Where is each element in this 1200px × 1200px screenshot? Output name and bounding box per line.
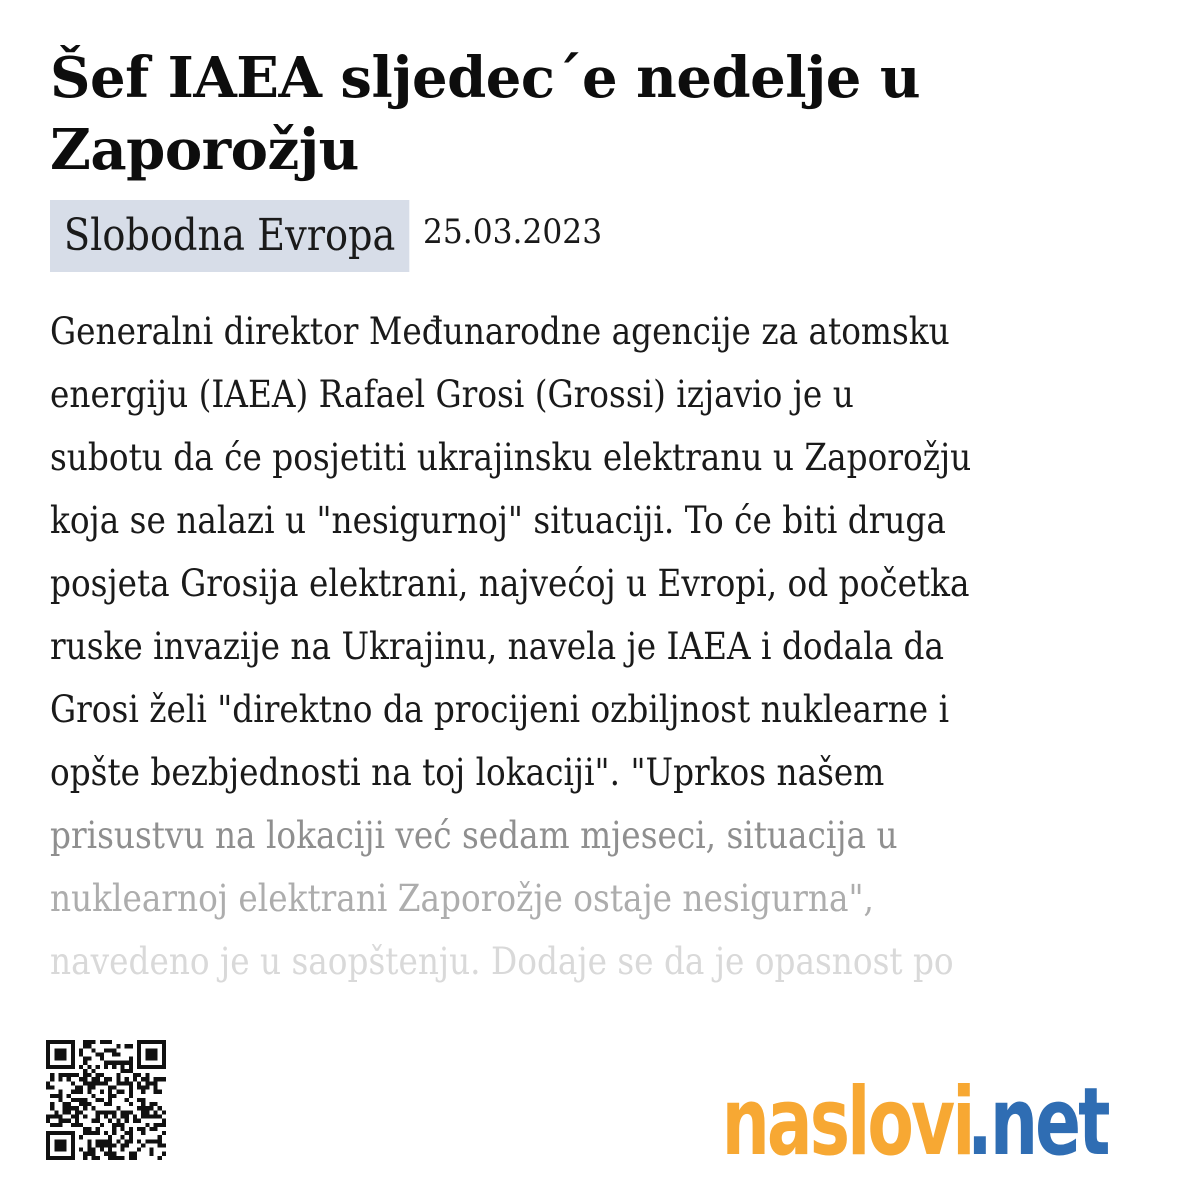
body-line-faded: navedeno je u saopštenju. Dodaje se da je opasnost po xyxy=(50,940,954,983)
body-line: Generalni direktor Međunarodne agencije za atomsku xyxy=(50,310,950,353)
body-line-faded: prisustvu na lokaciji već sedam mjeseci, situacija u xyxy=(50,814,898,857)
body-line: posjeta Grosija elektrani, najvećoj u Evropi, od početka xyxy=(50,562,970,605)
body-line: Grosi želi "direktno da procijeni ozbiljnost nuklearne i xyxy=(50,688,950,731)
source-badge[interactable]: Slobodna Evropa xyxy=(50,200,409,272)
article-meta xyxy=(50,200,1160,272)
article-title: Šef IAEA sljedec´e nedelje u Zaporožju xyxy=(50,45,921,183)
article-card xyxy=(50,42,1160,1000)
naslovi-logo[interactable] xyxy=(624,1060,1162,1177)
body-line-faded: nuklearnoj elektrani Zaporožje ostaje nesigurna", xyxy=(50,877,874,920)
qr-code-icon[interactable] xyxy=(46,1038,166,1162)
body-line: subotu da će posjetiti ukrajinsku elektranu u Zaporožju xyxy=(50,436,972,479)
body-line: ruske invazije na Ukrajinu, navela je IAEA i dodala da xyxy=(50,625,944,668)
publish-date: 25.03.2023 xyxy=(422,212,603,252)
body-line: koja se nalazi u "nesigurnoj" situaciji. To će biti druga xyxy=(50,499,946,542)
logo-net-text: .net xyxy=(966,1068,1108,1177)
body-line: energiju (IAEA) Rafael Grosi (Grossi) izjavio je u xyxy=(50,373,854,416)
logo-naslovi-text: naslovi xyxy=(721,1068,973,1177)
body-line: opšte bezbjednosti na toj lokaciji". "Uprkos našem xyxy=(50,751,885,794)
article-body xyxy=(50,300,1160,1000)
